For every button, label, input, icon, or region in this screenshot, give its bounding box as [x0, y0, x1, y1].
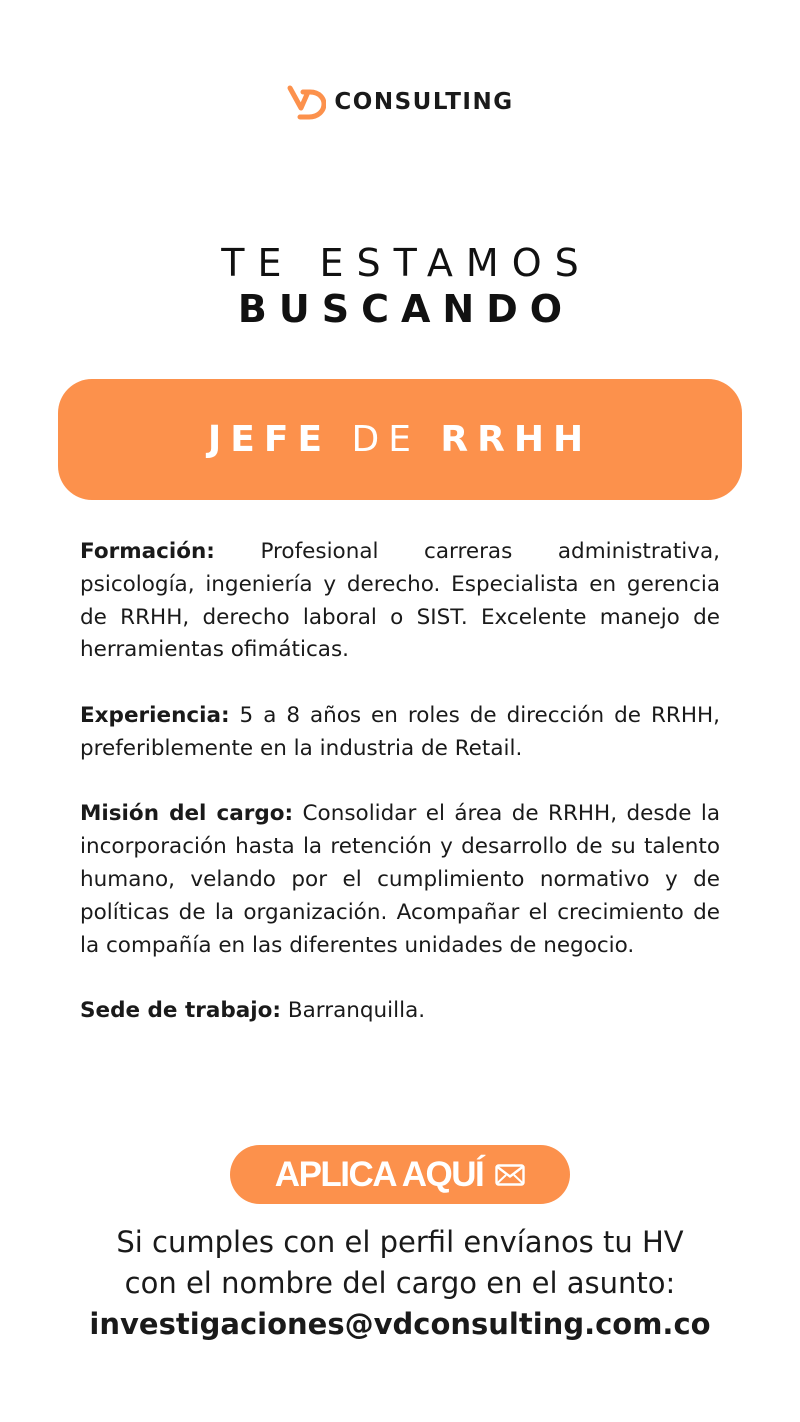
formacion-text: Profesional carreras administrativa, psicología, ingeniería y derecho. Especialista en gerencia de RRHH, derecho laboral o SIST. Excelente manejo de herramientas ofimáticas.: [80, 539, 720, 663]
job-title: [208, 419, 592, 460]
formacion-label: Formación:: [80, 539, 215, 564]
headline-line-2: BUSCANDO: [237, 287, 575, 331]
company-logo: [0, 80, 800, 124]
experiencia-text: 5 a 8 años en roles de dirección de RRHH, preferiblemente en la industria de Retail.: [80, 702, 720, 761]
job-title-word-2: DE: [351, 419, 420, 460]
formacion-paragraph: [80, 536, 720, 667]
headline-line-1: TE ESTAMOS: [221, 241, 592, 285]
sede-label: Sede de trabajo:: [80, 998, 282, 1024]
mision-label: Misión del cargo:: [80, 801, 294, 827]
sede-text: Barranquilla.: [281, 998, 426, 1024]
footer-instructions: [0, 1222, 800, 1345]
logo-text: CONSULTING: [334, 89, 514, 115]
sede-paragraph: [80, 995, 720, 1028]
envelope-icon: [495, 1164, 525, 1186]
vd-monogram-icon: [286, 82, 326, 122]
job-title-word-1: JEFE: [207, 419, 332, 460]
experiencia-paragraph: [80, 700, 720, 766]
job-title-banner: [58, 379, 742, 500]
mision-paragraph: [80, 798, 720, 962]
mision-text: Consolidar el área de RRHH, desde la incorporación hasta la retención y desarrollo de su talento humano, velando por el cumplimiento normativo y de políticas de la organización. Acompañar el crecimiento de la compañía en las diferentes unidades de negocio.: [80, 801, 721, 958]
contact-email[interactable]: investigaciones@vdconsulting.com.co: [89, 1307, 711, 1341]
job-title-word-3: RRHH: [440, 419, 593, 460]
headline: [0, 240, 800, 332]
experiencia-label: Experiencia:: [80, 702, 230, 728]
job-details: [80, 536, 720, 1028]
footer-line-2: con el nombre del cargo en el asunto:: [124, 1266, 676, 1300]
apply-button-label: APLICA AQUÍ: [274, 1154, 484, 1194]
footer-line-1: Si cumples con el perfil envíanos tu HV: [116, 1225, 684, 1259]
apply-button[interactable]: [230, 1145, 570, 1204]
